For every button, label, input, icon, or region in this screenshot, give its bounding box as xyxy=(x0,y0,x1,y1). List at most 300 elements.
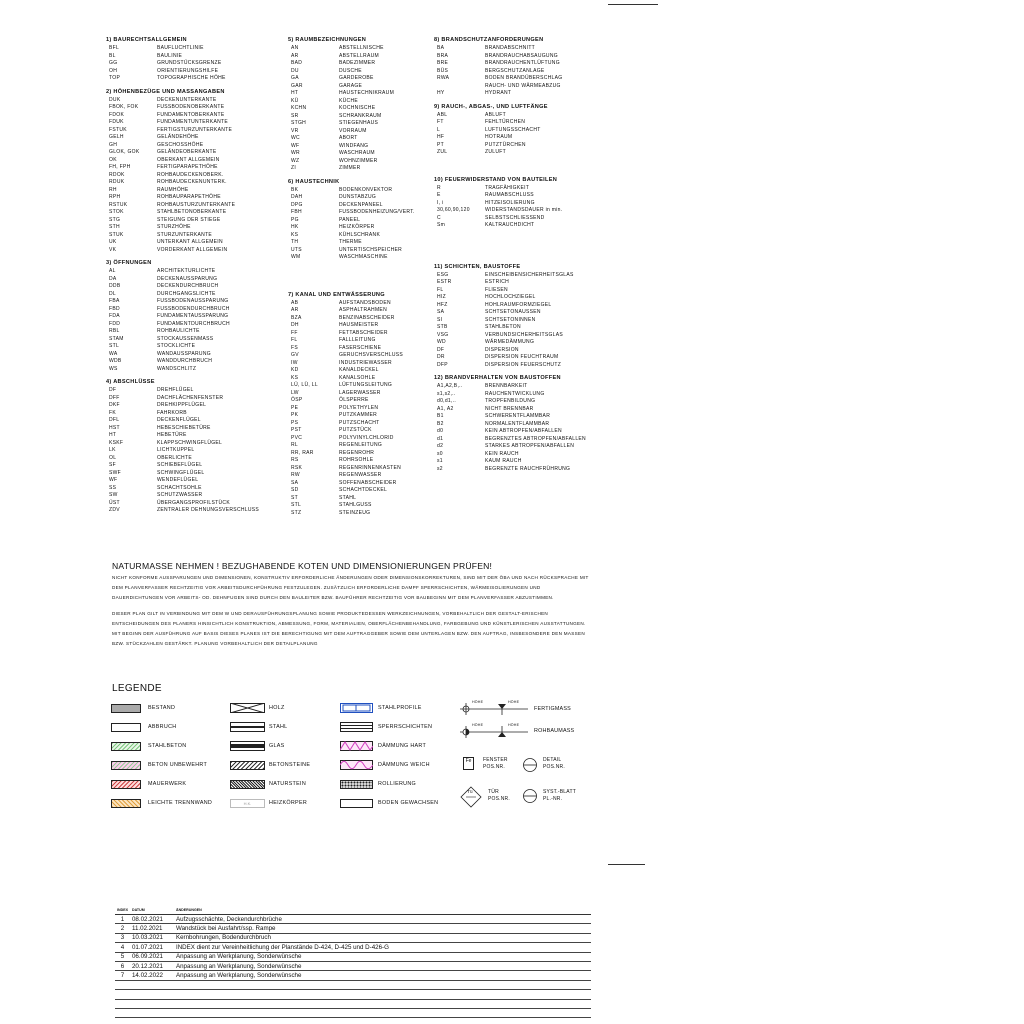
fertigmass-hoehe-2: HÖHE xyxy=(508,700,520,704)
abbreviation-meaning: ASPHALTRAHMEN xyxy=(339,307,387,313)
abbreviation-table xyxy=(434,185,562,230)
abbreviation-code: KSKF xyxy=(109,439,124,446)
abbreviation-row xyxy=(288,120,394,128)
abbreviation-meaning: WANDAUSSPARUNG xyxy=(157,350,211,357)
abbreviation-row xyxy=(106,432,259,440)
abbreviation-row xyxy=(288,367,403,375)
revision-change xyxy=(174,999,591,1008)
abbreviation-code: VSG xyxy=(437,331,449,338)
revision-date: 01.07.2021 xyxy=(130,943,174,952)
abbreviation-row xyxy=(106,492,259,500)
abbreviation-row xyxy=(106,440,259,448)
abbreviation-code: WM xyxy=(291,254,301,260)
revision-index: 7 xyxy=(115,971,130,980)
abbreviation-code: HT xyxy=(109,432,117,438)
abbreviation-code: PVC xyxy=(291,434,303,441)
legend-label: ABBRUCH xyxy=(148,724,177,730)
legend-label: DÄMMUNG HART xyxy=(378,743,427,749)
abbreviation-meaning: STAHLGUSS xyxy=(339,502,372,508)
abbreviation-meaning: GARDEROBE xyxy=(339,75,374,81)
abbreviation-row xyxy=(434,53,562,61)
abbreviation-code: STH xyxy=(109,224,120,230)
abbreviation-meaning: SCHTSETONINNEN xyxy=(485,316,536,323)
abbreviation-row xyxy=(288,472,403,480)
abbreviation-row xyxy=(434,362,574,370)
abbreviation-row xyxy=(434,466,586,474)
abbreviation-meaning: BEGRENZTES ABTROPFEN/ABFALLEN xyxy=(485,435,586,442)
abbreviation-table xyxy=(106,387,259,515)
abbreviation-code: Sm xyxy=(437,222,446,228)
abbreviation-meaning: AUFSTANDSBODEN xyxy=(339,299,391,306)
abbreviation-meaning: FALLLEITUNG xyxy=(339,337,376,343)
abbreviation-meaning: WÄRMEDÄMMUNG xyxy=(485,339,535,345)
abbreviation-meaning: TROPFENBILDUNG xyxy=(485,398,536,404)
abbreviation-row xyxy=(288,98,394,106)
abbreviation-row xyxy=(106,232,235,240)
abbreviation-meaning: REGENROHR xyxy=(339,449,375,456)
abbreviation-table xyxy=(106,45,226,83)
abbreviation-row xyxy=(106,470,259,478)
abbreviation-code: d0 xyxy=(437,428,444,434)
abbreviation-row xyxy=(288,143,394,151)
abbreviation-code: STZ xyxy=(291,509,302,516)
abbreviation-meaning: DUNSTABZUG xyxy=(339,194,377,200)
abbreviation-meaning: BAULINIE xyxy=(157,52,183,59)
abbreviation-code: KÜ xyxy=(291,97,299,104)
abbreviation-meaning: KALTRAUCHDICHT xyxy=(485,222,535,228)
abbreviation-row xyxy=(434,428,586,436)
abbreviation-row xyxy=(288,442,403,450)
abbreviation-meaning: WENDEFLÜGEL xyxy=(157,477,199,483)
abbreviation-row xyxy=(288,360,403,368)
abbreviation-meaning: BRANDRAUCHABSAUGUNG xyxy=(485,52,558,59)
abbreviation-code: TOP xyxy=(109,75,121,81)
abbreviation-meaning: ROHBAUDECKENOBERK. xyxy=(157,171,224,178)
section-heading: 3) ÖFFNUNGEN xyxy=(106,260,152,266)
abbreviation-row xyxy=(106,276,230,284)
abbreviation-meaning: ROHBAUSTURZUNTERKANTE xyxy=(157,201,236,208)
abbreviation-row xyxy=(106,306,230,314)
system-sheet-symbol-icon xyxy=(522,788,538,804)
abbreviation-code: STL xyxy=(109,343,120,349)
abbreviation-meaning: HOCHLOCHZIEGEL xyxy=(485,294,536,300)
abbreviation-row xyxy=(106,194,235,202)
abbreviation-row xyxy=(106,75,226,83)
abbreviation-row xyxy=(434,347,574,355)
abbreviation-code: HT xyxy=(291,90,299,96)
abbreviation-row xyxy=(106,224,235,232)
abbreviation-row xyxy=(434,421,586,429)
abbreviation-row xyxy=(434,192,562,200)
abbreviation-meaning: PANEEL xyxy=(339,216,361,223)
abbreviation-row xyxy=(434,215,562,223)
abbreviation-meaning: RAUCH- UND WÄRMEABZUG xyxy=(485,82,561,89)
abbreviation-row xyxy=(106,328,230,336)
abbreviation-code: ABL xyxy=(437,111,448,118)
abbreviation-meaning: FUNDAMENTOBERKANTE xyxy=(157,111,225,118)
revision-index: 4 xyxy=(115,943,130,952)
abbreviation-row xyxy=(106,447,259,455)
abbreviation-meaning: BRANDABSCHNITT xyxy=(485,45,536,51)
abbreviation-code: DL xyxy=(109,290,116,297)
abbreviation-meaning: GARAGE xyxy=(339,82,363,89)
abbreviation-meaning: ABSTELLNISCHE xyxy=(339,45,384,51)
abbreviation-meaning: VORDERKANT ALLGEMEIN xyxy=(157,246,228,253)
abbreviation-row xyxy=(106,157,235,165)
abbreviation-code: ÜST xyxy=(109,499,120,506)
legend-beton-unbewehrt xyxy=(111,759,207,771)
legend-glas xyxy=(230,740,285,752)
abbreviation-row xyxy=(106,366,230,374)
abbreviation-row xyxy=(106,402,259,410)
legend-label: STAHL xyxy=(269,724,288,730)
abbreviation-code: d2 xyxy=(437,443,444,449)
abbreviation-meaning: POLYETHYLEN xyxy=(339,404,379,411)
abbreviation-meaning: SCHIEBEFLÜGEL xyxy=(157,462,203,468)
abbreviation-code: UK xyxy=(109,239,117,245)
revision-change: Anpassung an Werkplanung, Sonderwünsche xyxy=(174,952,591,961)
abbruch-swatch xyxy=(111,723,141,732)
abbreviation-row xyxy=(434,443,586,451)
abbreviation-code: LK xyxy=(109,447,116,453)
abbrev-column-1 xyxy=(106,37,286,521)
abbreviation-code: RW xyxy=(291,472,300,478)
abbreviation-meaning: BENZINABSCHEIDER xyxy=(339,314,395,321)
revision-change xyxy=(174,980,591,989)
abbreviation-row xyxy=(434,134,541,142)
revision-date: 06.09.2021 xyxy=(130,952,174,961)
legend-label: BODEN GEWACHSEN xyxy=(378,800,439,806)
abbreviation-code: s2 xyxy=(437,465,443,472)
abbreviation-meaning: SCHWINGFLÜGEL xyxy=(157,469,205,476)
revision-table xyxy=(115,906,591,1018)
abbreviation-table xyxy=(434,45,562,98)
revision-change: Aufzugsschächte, Deckendurchbrüche xyxy=(174,915,591,924)
abbreviation-meaning: KAUM RAUCH xyxy=(485,458,522,464)
boden-swatch xyxy=(340,799,373,808)
stahlbeton-swatch xyxy=(111,742,141,751)
legend-rollierung xyxy=(340,778,416,790)
abbreviation-code: B1 xyxy=(437,413,444,419)
legend-label: NATURSTEIN xyxy=(269,781,307,787)
abbreviation-row xyxy=(106,149,235,157)
abbreviation-code: FS xyxy=(291,344,298,351)
legend-bestand xyxy=(111,702,175,714)
fenster-label: FENSTER POS.NR. xyxy=(483,757,508,770)
abbreviation-meaning: STEIGUNG DER STIEGE xyxy=(157,216,221,223)
abbreviation-row xyxy=(434,83,562,91)
abbreviation-row xyxy=(106,485,259,493)
abbreviation-code: LÜ, LÜ, LL xyxy=(291,382,318,388)
abbreviation-code: STG xyxy=(109,216,121,223)
abbreviation-row xyxy=(288,457,403,465)
abbreviation-meaning: FUSSBODENHEIZUNG/VERT. xyxy=(339,209,415,215)
abbreviation-row xyxy=(106,477,259,485)
revision-date: 11.02.2021 xyxy=(130,924,174,933)
abbreviation-meaning: KANALSOHLE xyxy=(339,374,376,381)
abbreviation-meaning: DISPERSION xyxy=(485,346,519,353)
abbreviation-code: FSTUK xyxy=(109,126,127,133)
abbreviation-meaning: BRENNBARKEIT xyxy=(485,383,528,389)
abbreviation-meaning: DREHKIPPFLÜGEL xyxy=(157,402,207,408)
abbreviation-code: A1, A2 xyxy=(437,405,454,412)
abbreviation-meaning: GERUCHSVERSCHLUSS xyxy=(339,352,404,358)
abbreviation-meaning: FUSSBODENOBERKANTE xyxy=(157,104,225,110)
abbreviation-row xyxy=(288,239,415,247)
section-heading: 11) SCHICHTEN, BAUSTOFFE xyxy=(434,263,521,270)
abbreviation-meaning: OBERLICHTE xyxy=(157,454,192,461)
abbreviation-row xyxy=(288,375,403,383)
abbreviation-row xyxy=(288,68,394,76)
stahlprofile-swatch xyxy=(340,703,373,713)
abbreviation-code: WR xyxy=(291,150,300,156)
abbreviation-meaning: RAUCHENTWICKLUNG xyxy=(485,390,545,397)
abbreviation-row xyxy=(434,451,586,459)
abbreviation-row xyxy=(288,165,394,173)
abbreviation-row xyxy=(288,300,403,308)
abbreviation-row xyxy=(434,119,541,127)
abbreviation-code: STB xyxy=(437,324,448,330)
revision-date xyxy=(130,990,174,999)
beton-swatch xyxy=(111,761,141,770)
abbreviation-code: SF xyxy=(109,462,116,468)
abbreviation-row xyxy=(106,395,259,403)
abbreviation-meaning: DURCHGANGSLICHTE xyxy=(157,290,216,297)
abbreviation-row xyxy=(288,420,403,428)
abbreviation-row xyxy=(288,128,394,136)
abbreviation-meaning: POLYVINYLCHLORID xyxy=(339,434,394,441)
abbreviation-code: BK xyxy=(291,186,299,193)
detail-symbol-icon xyxy=(522,757,538,773)
stahl-swatch xyxy=(230,722,265,732)
abbreviation-table xyxy=(288,45,394,173)
abbreviation-meaning: HEBETÜRE xyxy=(157,432,187,438)
general-notes xyxy=(112,561,592,655)
abbreviation-meaning: REGENLEITUNG xyxy=(339,442,383,448)
abbreviation-meaning: VORRAUM xyxy=(339,127,367,134)
abbreviation-meaning: FUNDAMENTAUSSPARUNG xyxy=(157,313,229,319)
abbreviation-code: FBD xyxy=(109,305,120,312)
abbreviation-code: PS xyxy=(291,419,299,426)
fertigmass-label: FERTIGMASS xyxy=(534,706,571,712)
abbreviation-row xyxy=(288,158,394,166)
abbreviation-row xyxy=(106,351,230,359)
abbreviation-row xyxy=(106,68,226,76)
detail-label: DETAIL POS.NR. xyxy=(543,757,565,770)
revision-index xyxy=(115,990,130,999)
abbreviation-code: RDUK xyxy=(109,179,125,185)
abbreviation-meaning: ROHBAUPARAPETHÖHE xyxy=(157,194,221,200)
abbreviation-code: BRE xyxy=(437,60,449,66)
abbreviation-row xyxy=(106,417,259,425)
abbreviation-meaning: KÜHLSCHRANK xyxy=(339,231,381,238)
heizkoerper-swatch: H.K. xyxy=(230,799,265,808)
section-heading: 12) BRANDVERHALTEN VON BAUSTOFFEN xyxy=(434,375,561,381)
abbreviation-row xyxy=(288,487,403,495)
abbreviation-row xyxy=(288,194,415,202)
abbreviation-meaning: HAUSMEISTER xyxy=(339,322,379,328)
abbreviation-meaning: GELÄNDEHÖHE xyxy=(157,134,199,140)
abbreviation-row xyxy=(288,480,403,488)
notes-paragraph-2: DIESER PLAN GILT IN VERBINDUNG MIT DEM W UND DERAUSFÜHRUNGSPLANUNG SOWIE PRODUKTEDESSEN WERKZEICHNUNGEN, VORBEHALTLICH DER GESTALT-ERISCHEN ENTSCHEIDUNGEN DES PLANERS HINSICHTLICH KONSTRUKTION, ABMESSUNG, FORM, MATERIALIEN, OBERFLÄCHENBEHANDLUNG, FARBGEBUNG UND KÜNSTLERISCHEN AUSSTATTUNGEN. MIT BEGINN DER AUSFÜHRUNG AUF BASIS DIESES PLANES IST DIE BERECHTIGUNG MIT DEM AUFTRAGGEBER SOWIE DEM UNTERLAGEN BZW. DEN AUFTRAG, INSBESONDERE DEN MASSEN BZW. STÜCKZAHLEN GESTÄRKT. PLANUNG VORBEHALTLICH DER DETAILPLANUNG xyxy=(112,611,586,646)
abbreviation-code: FBH xyxy=(291,209,302,215)
abbreviation-row xyxy=(288,435,403,443)
abbreviation-code: DPG xyxy=(291,201,303,208)
abbreviation-meaning: FUSSBODENAUSSPARUNG xyxy=(157,298,229,304)
abbreviation-meaning: STURZUNTERKANTE xyxy=(157,231,213,238)
abbreviation-meaning: ZIMMER xyxy=(339,165,361,171)
revision-date: 08.02.2021 xyxy=(130,915,174,924)
rev-header-changes: ÄNDERUNGEN xyxy=(174,906,591,915)
daemmung-weich-swatch xyxy=(340,760,373,770)
legend-label: SPERRSCHICHTEN xyxy=(378,724,433,730)
abbreviation-code: DFF xyxy=(109,394,120,401)
abbreviation-row xyxy=(106,119,235,127)
abbreviation-meaning: PUTZTÜRCHEN xyxy=(485,141,526,148)
abbreviation-row xyxy=(106,343,230,351)
abbreviation-meaning: UNTERTISCHSPEICHER xyxy=(339,246,403,253)
abbreviation-row xyxy=(106,127,235,135)
abbreviation-row xyxy=(288,224,415,232)
abbreviation-code: BL xyxy=(109,52,116,59)
abbreviation-code: I, i xyxy=(437,199,444,206)
abbreviation-code: STUK xyxy=(109,231,124,238)
abbreviation-row xyxy=(106,410,259,418)
abbreviation-code: WD xyxy=(437,339,446,345)
abbreviation-meaning: ROHBAULICHTE xyxy=(157,328,200,334)
abbreviation-row xyxy=(434,272,574,280)
legend-label: HEIZKÖRPER xyxy=(269,800,308,806)
abbreviation-meaning: HEIZKÖRPER xyxy=(339,224,375,230)
abbreviation-code: IW xyxy=(291,359,298,366)
abbreviation-code: GELH xyxy=(109,134,124,140)
abbreviation-meaning: STAHLBETON xyxy=(485,324,521,330)
abbreviation-code: DKF xyxy=(109,402,120,408)
abbreviation-code: ZI xyxy=(291,165,297,171)
abbreviation-code: ESTR xyxy=(437,279,452,285)
abbreviation-code: DA xyxy=(109,275,117,282)
abbreviation-meaning: ROHBAUDECKENUNTERK. xyxy=(157,179,227,185)
revision-index: 1 xyxy=(115,915,130,924)
abbreviation-meaning: ROHRSOHLE xyxy=(339,457,374,463)
abbreviation-meaning: HITZEISOLIERUNG xyxy=(485,199,535,206)
abbreviation-row xyxy=(288,75,394,83)
rev-header-index: INDEX xyxy=(115,906,130,915)
abbreviation-meaning: WASCHRAUM xyxy=(339,150,375,156)
abbreviation-row xyxy=(106,209,235,217)
abbreviation-row xyxy=(106,104,235,112)
abbreviation-meaning: KOCHNISCHE xyxy=(339,105,376,111)
abbreviation-code: A1,A2,B,.. xyxy=(437,383,463,389)
section-heading: 9) RAUCH-, ABGAS-, UND LUFTFÄNGE xyxy=(434,103,548,110)
abbreviation-row xyxy=(434,45,562,53)
abbreviation-meaning: DECKENPANEEL xyxy=(339,201,383,208)
abbreviation-code: UTS xyxy=(291,246,302,253)
abbreviation-row xyxy=(434,354,574,362)
fertigmass-hoehe-1: HÖHE xyxy=(472,700,484,704)
abbreviation-code: GA xyxy=(291,75,299,81)
abbreviation-code: PG xyxy=(291,216,299,223)
abbreviation-code: B2 xyxy=(437,420,444,427)
abbreviation-table xyxy=(106,268,230,373)
abbreviation-code: VK xyxy=(109,246,117,253)
abbreviation-code: GH xyxy=(109,141,118,148)
abbreviation-meaning: ESTRICH xyxy=(485,279,510,285)
abbreviation-row xyxy=(106,462,259,470)
abbreviation-meaning: VERBUNDSICHERHEITSGLAS xyxy=(485,331,564,338)
abbreviation-meaning: ÖLSPERRE xyxy=(339,397,369,403)
abbreviation-row xyxy=(288,412,403,420)
abbreviation-code: BÜS xyxy=(437,67,449,74)
abbreviation-meaning: FASERSCHIENE xyxy=(339,344,382,351)
abbreviation-meaning: BAUFLUCHTLINIE xyxy=(157,45,204,51)
abbreviation-row xyxy=(106,387,259,395)
abbreviation-meaning: KEIN ABTROPFEN/ABFALLEN xyxy=(485,428,562,434)
abbreviation-code: WF xyxy=(109,477,118,483)
abbreviation-row xyxy=(288,150,394,158)
revision-index xyxy=(115,980,130,989)
abbreviation-row xyxy=(434,75,562,83)
abbreviation-meaning: DACHFLÄCHENFENSTER xyxy=(157,394,224,401)
abbreviation-code: SW xyxy=(109,492,118,498)
abbreviation-row xyxy=(106,142,235,150)
abbreviation-code: HIZ xyxy=(437,294,446,300)
abbreviation-row xyxy=(288,397,403,405)
section-heading: 1) BAURECHTSALLGEMEIN xyxy=(106,37,187,43)
abbreviation-table xyxy=(288,187,415,262)
abbreviation-code: WZ xyxy=(291,157,300,164)
abbreviation-code: KD xyxy=(291,367,299,373)
abbreviation-row xyxy=(106,53,226,61)
section-heading: 8) BRANDSCHUTZANFORDERUNGEN xyxy=(434,37,544,43)
system-sheet-label: SYST.-BLATT PL.-NR. xyxy=(543,789,576,802)
abbreviation-meaning: KLAPPSCHWINGFLÜGEL xyxy=(157,439,223,446)
revision-change xyxy=(174,990,591,999)
revision-row xyxy=(115,999,591,1008)
legend-stahlprofile xyxy=(340,702,422,714)
tuer-label: TÜR POS.NR. xyxy=(488,789,510,802)
abbreviation-row xyxy=(288,232,415,240)
revision-date xyxy=(130,980,174,989)
revision-change xyxy=(174,1008,591,1017)
abbreviation-code: DH xyxy=(291,322,299,328)
revision-index: 5 xyxy=(115,952,130,961)
legend-stahl xyxy=(230,721,287,733)
section-heading: 10) FEUERWIDERSTAND VON BAUTEILEN xyxy=(434,176,558,183)
revision-change: Anpassung an Werkplanung, Sonderwünsche xyxy=(174,971,591,980)
abbreviation-row xyxy=(288,83,394,91)
abbreviation-code: s0 xyxy=(437,450,443,457)
abbreviation-meaning: STOCKLICHTE xyxy=(157,343,196,349)
abbreviation-row xyxy=(288,60,394,68)
abbreviation-code: d1 xyxy=(437,435,444,442)
abbreviation-row xyxy=(288,113,394,121)
abbreviation-code: RL xyxy=(291,442,298,448)
rohbaumass-label: ROHBAUMASS xyxy=(534,728,575,734)
abbreviation-meaning: THERME xyxy=(339,239,362,245)
abbreviation-row xyxy=(288,337,403,345)
abbreviation-row xyxy=(288,307,403,315)
abbreviation-meaning: LICHTKUPPEL xyxy=(157,447,195,453)
abbreviation-meaning: TRAGFÄHIGKEIT xyxy=(485,184,530,191)
revision-change: Kernbohrungen, Bodendurchbruch xyxy=(174,933,591,942)
abbreviation-meaning: SCHACHTDECKEL xyxy=(339,487,388,493)
abbreviation-code: BAD xyxy=(291,60,303,66)
abbreviation-row xyxy=(288,247,415,255)
abbreviation-code: STL xyxy=(291,502,302,508)
abbreviation-row xyxy=(288,345,403,353)
abbreviation-code: RPH xyxy=(109,194,121,200)
